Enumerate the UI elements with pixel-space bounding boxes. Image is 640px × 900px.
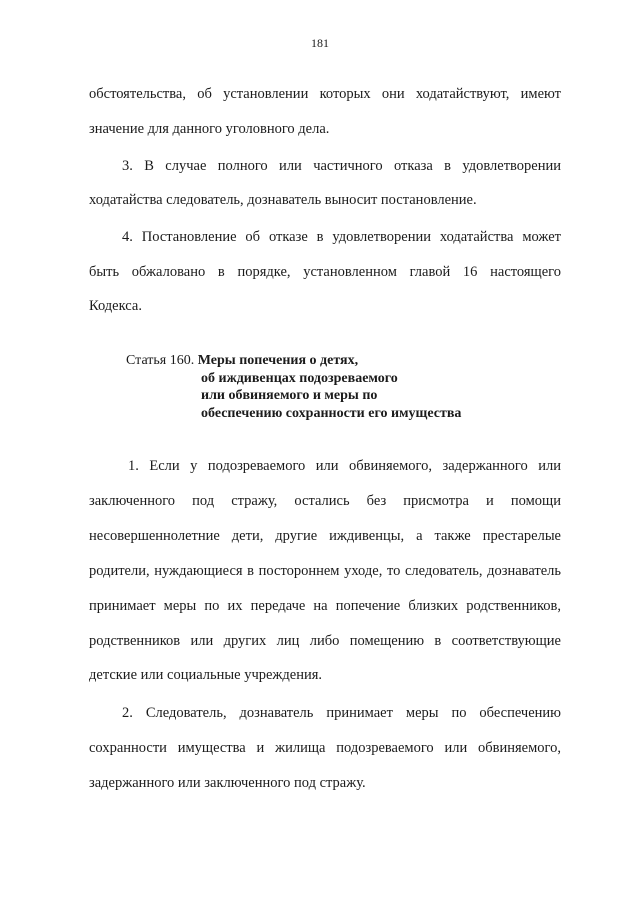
text-line: несовершеннолетние дети, другие иждивенцы, а также престарелые — [89, 528, 561, 544]
article-number: Статья 160. — [126, 353, 195, 368]
article-title-line: Меры попечения о детях, — [197, 353, 359, 368]
article-title-line: обеспечению сохранности его имущества — [201, 405, 462, 421]
text-line: быть обжаловано в порядке, установленном главой 16 настоящего — [89, 264, 561, 280]
text-line: 4. Постановление об отказе в удовлетворении ходатайства может — [122, 229, 561, 245]
article-heading — [126, 352, 461, 422]
text-line: сохранности имущества и жилища подозреваемого или обвиняемого, — [89, 740, 561, 756]
article-title-line: об иждивенцах подозреваемого — [201, 370, 398, 386]
text-line: 3. В случае полного или частичного отказа в удовлетворении — [122, 158, 561, 174]
text-line: ходатайства следователь, дознаватель выносит постановление. — [89, 192, 477, 208]
text-line: родственников или других лиц либо помещению в соответствующие — [89, 633, 561, 649]
text-line: родители, нуждающиеся в постороннем уходе, то следователь, дознаватель — [89, 563, 561, 579]
text-line: Кодекса. — [89, 298, 142, 314]
text-line: принимает меры по их передаче на попечение близких родственников, — [89, 598, 561, 614]
page-number: 181 — [311, 36, 329, 50]
article-title-line: или обвиняемого и меры по — [201, 388, 378, 403]
text-line: обстоятельства, об установлении которых они ходатайствуют, имеют — [89, 86, 561, 102]
text-line: заключенного под стражу, остались без присмотра и помощи — [89, 493, 561, 509]
text-line: детские или социальные учреждения. — [89, 667, 323, 683]
text-line: задержанного или заключенного под стражу. — [89, 775, 366, 791]
text-line: 1. Если у подозреваемого или обвиняемого, задержанного или — [128, 458, 561, 474]
text-line: 2. Следователь, дознаватель принимает меры по обеспечению — [122, 705, 561, 721]
text-line: значение для данного уголовного дела. — [89, 121, 330, 137]
